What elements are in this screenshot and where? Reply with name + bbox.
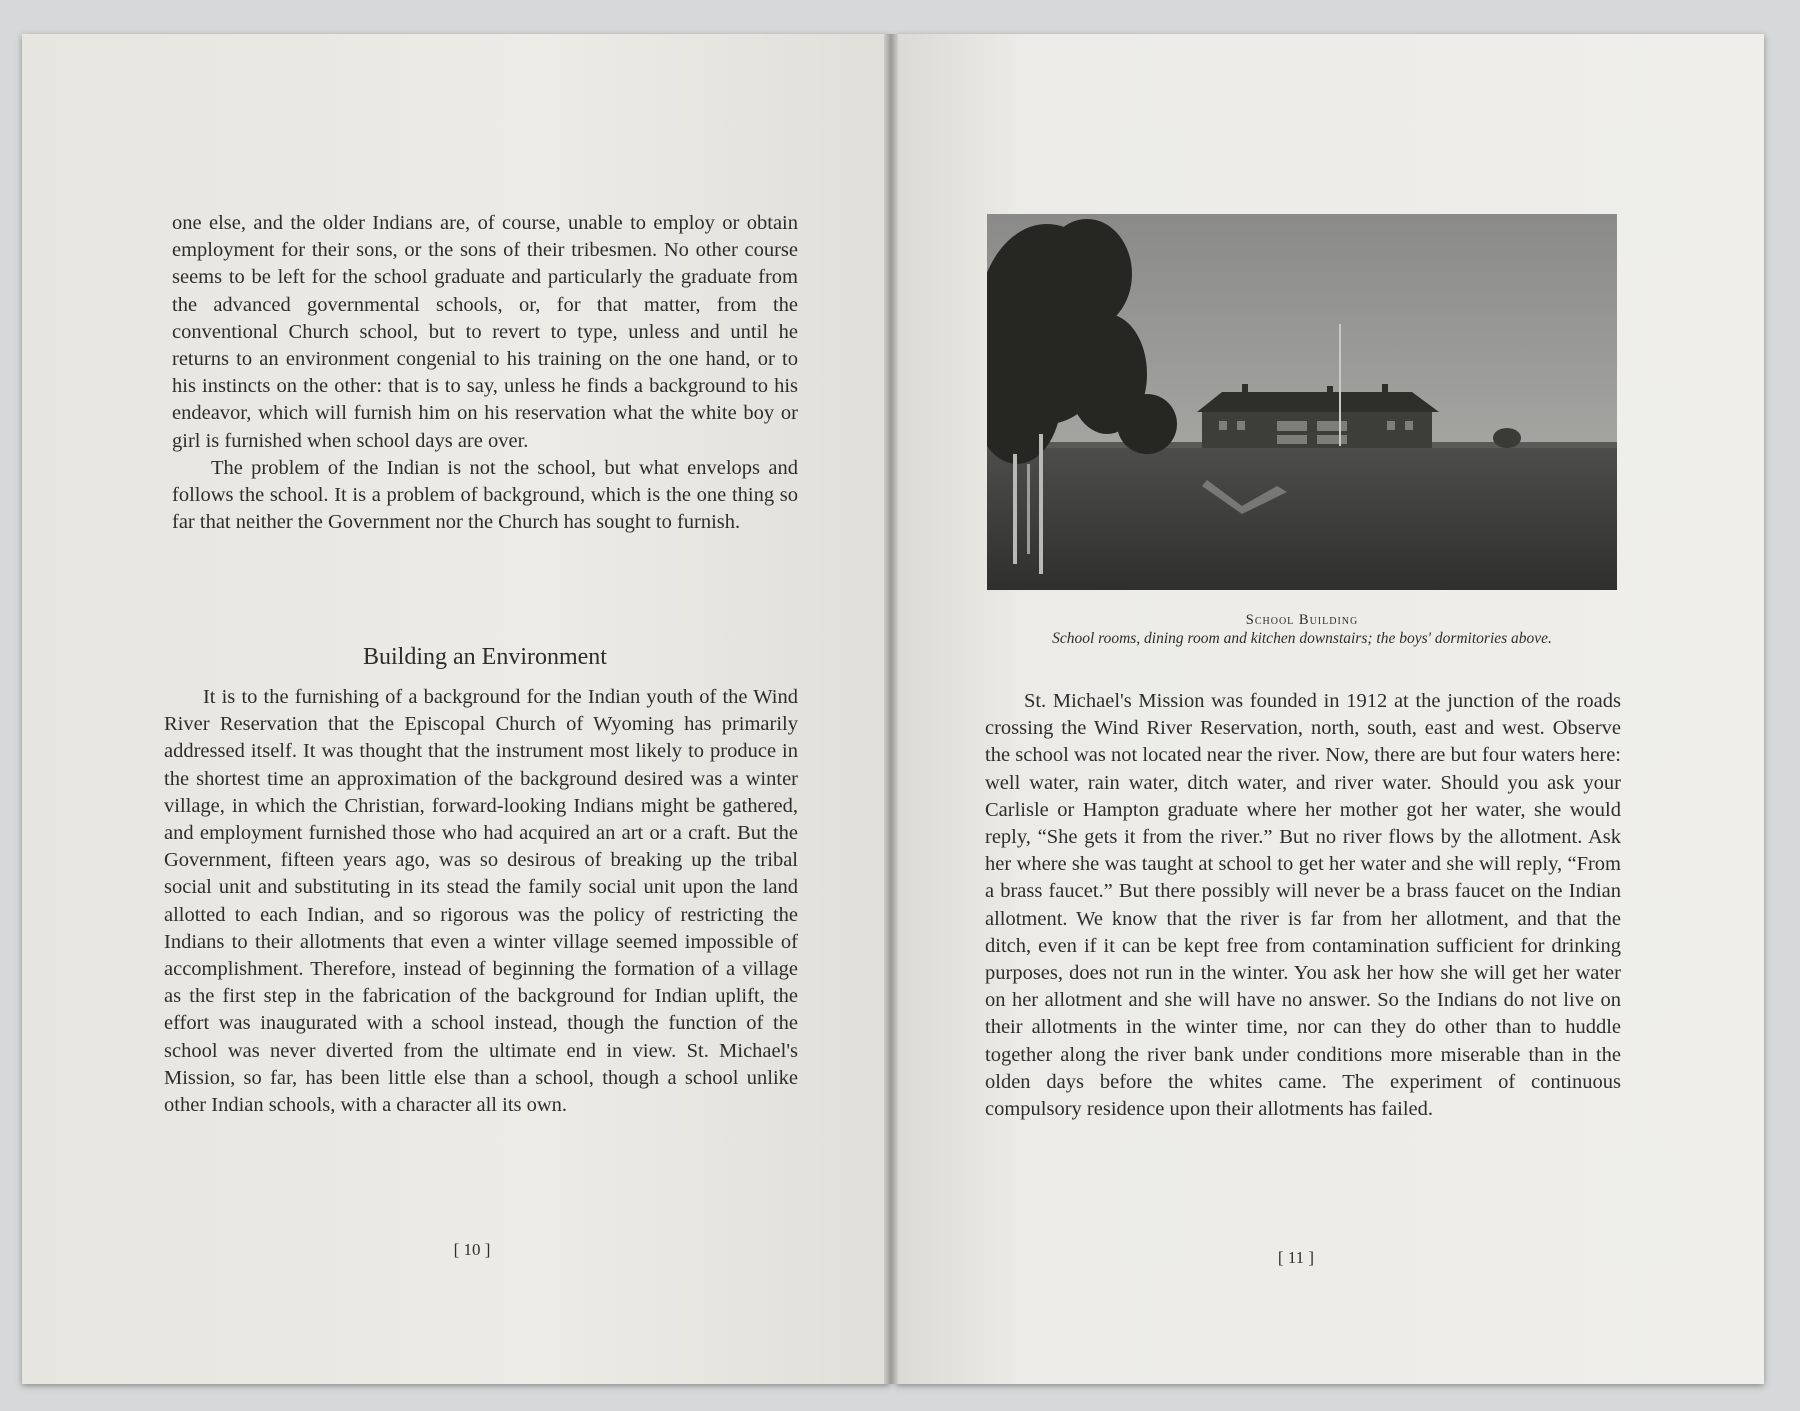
page-number-left: [ 10 ] <box>453 1240 491 1259</box>
photo-caption-text: School rooms, dining room and kitchen downstairs; the boys' dormitories above. <box>1052 630 1552 647</box>
book-gutter <box>884 34 898 1384</box>
section-heading: Building an Environment <box>363 644 607 670</box>
paragraph: The problem of the Indian is not the school, but what envelops and follows the school. It is a problem of background, which is the one thing so far that neither the Government nor the Church has sought to furnish. <box>172 456 798 534</box>
left-body-text-top <box>172 210 798 536</box>
paragraph: one else, and the older Indians are, of course, unable to employ or obtain employment for their sons, or the sons of their tribesmen. No other course seems to be left for the school graduate and particularly the graduate from the advanced governmental schools, or, for that matter, from the conventional Church school, but to revert to type, unless and until he returns to an environment congenial to his training on the one hand, or to his instincts on the other: that is to say, unless he finds a background to his endeavor, which will furnish him on his reservation what the white boy or girl is furnished when school days are over. <box>172 212 798 452</box>
right-body-text <box>985 688 1621 1123</box>
photo-caption-title: School Building <box>1245 612 1359 628</box>
page-number-right: [ 11 ] <box>1277 1248 1315 1267</box>
left-body-text-bottom <box>164 684 798 1119</box>
paragraph: It is to the furnishing of a background for the Indian youth of the Wind River Reservation that the Episcopal Church of Wyoming has primarily addressed itself. It was thought that the instrument most likely to produce in the shortest time an approximation of the background desired was a winter village, in which the Christian, forward-looking Indians might be gathered, and employment furnished those who had acquired an art or a craft. But the Government, fifteen years ago, was so desirous of breaking up the tribal social unit and substituting in its stead the family social unit upon the land allotted to each Indian, and so rigorous was the policy of restricting the Indians to their allotments that even a winter village seemed impossible of accomplishment. Therefore, instead of beginning the formation of a village as the first step in the fabrication of the background for Indian uplift, the effort was inaugurated with a school instead, though the function of the school was never diverted from the ultimate end in view. St. Michael's Mission, so far, has been little else than a school, though a school unlike other Indian schools, with a character all its own. <box>164 686 798 1117</box>
paragraph: St. Michael's Mission was founded in 1912 at the junction of the roads crossing the Wind River Reservation, north, south, east and west. Observe the school was not located near the river. Now, there are but four waters here: well water, rain water, ditch water, and river water. Should you ask your Carlisle or Hampton graduate where her mother got her water, she would reply, “She gets it from the river.” But no river flows by the allotment. Ask her where she was taught at school to get her water and she will reply, “From a brass faucet.” But there possibly will never be a brass faucet on the Indian allotment. We know that the river is far from her allotment, and that the ditch, even if it can be kept free from contamination sufficient for drinking purposes, does not run in the winter. You ask her how she will get her water on her allotment and she will have no answer. So the Indians do not live on their allotments in the winter time, nor can they do other than to huddle together along the river bank under conditions more miserable than in the olden days before the whites came. The experiment of continuous compulsory residence upon their allotments has failed. <box>985 690 1621 1121</box>
school-building-photo <box>987 214 1617 590</box>
